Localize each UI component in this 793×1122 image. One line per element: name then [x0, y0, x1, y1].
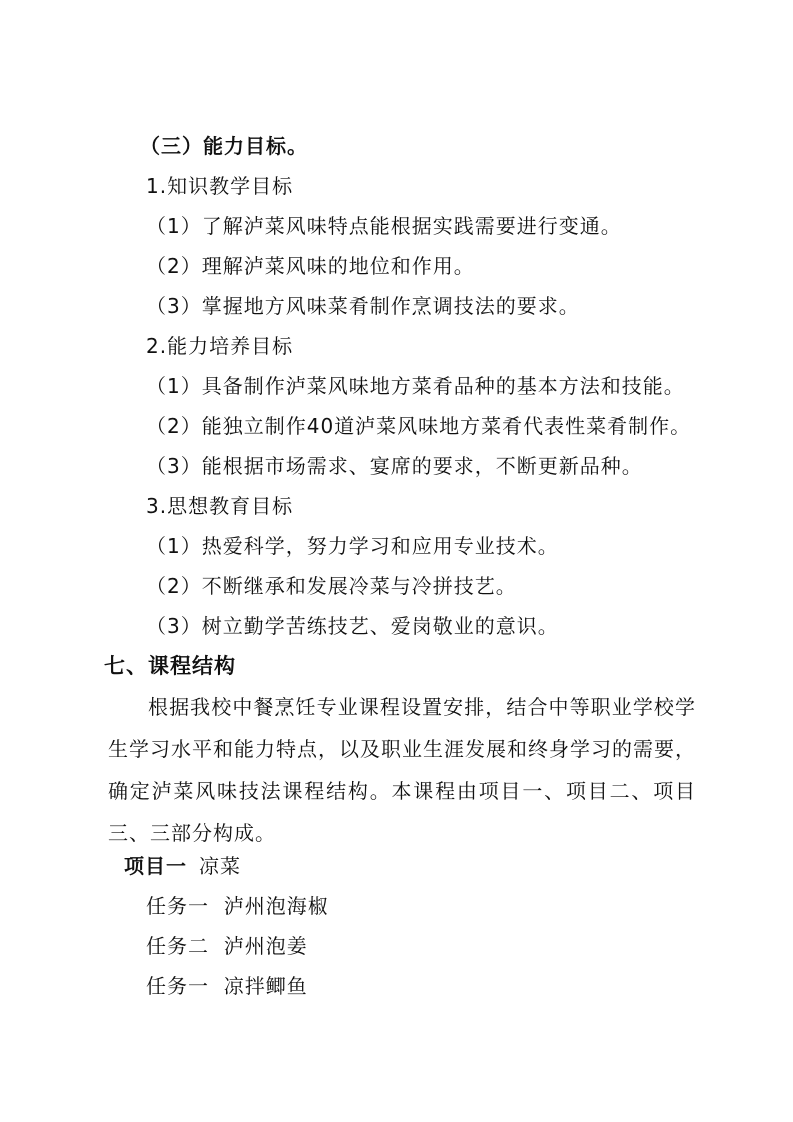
project-heading	[124, 852, 241, 880]
project-label: 项目一	[124, 854, 187, 878]
project-name: 凉菜	[199, 854, 241, 878]
list-item: （1）具备制作泸菜风味地方菜肴品种的基本方法和技能。	[146, 374, 685, 398]
list-item: （2）能独立制作40道泸菜风味地方菜肴代表性菜肴制作。	[146, 414, 692, 438]
section-heading-ability-goals: （三）能力目标。	[140, 134, 308, 158]
list-item: （2）理解泸菜风味的地位和作用。	[146, 254, 475, 278]
ability-goals-heading: 2.能力培养目标	[146, 334, 294, 358]
list-item: （3）能根据市场需求、宴席的要求，不断更新品种。	[146, 454, 643, 478]
list-item: （3）掌握地方风味菜肴制作烹调技法的要求。	[146, 294, 580, 318]
list-item: （1）了解泸菜风味特点能根据实践需要进行变通。	[146, 214, 622, 238]
ideology-goals-heading: 3.思想教育目标	[146, 494, 294, 518]
task-item: 任务二 泸州泡姜	[146, 934, 308, 958]
section-heading-course-structure: 七、课程结构	[104, 654, 236, 678]
knowledge-goals-heading: 1.知识教学目标	[146, 174, 294, 198]
list-item: （1）热爱科学，努力学习和应用专业技术。	[146, 534, 559, 558]
course-structure-paragraph: 根据我校中餐烹饪专业课程设置安排，结合中等职业学校学生学习水平和能力特点，以及职业生涯发展和终身学习的需要，确定泸菜风味技法课程结构。本课程由项目一、项目二、项目三、三部分构成。	[108, 695, 696, 845]
list-item: （2）不断继承和发展冷菜与冷拼技艺。	[146, 574, 517, 598]
task-item: 任务一 凉拌鲫鱼	[146, 974, 308, 998]
list-item: （3）树立勤学苦练技艺、爱岗敬业的意识。	[146, 614, 559, 638]
task-item: 任务一 泸州泡海椒	[146, 894, 329, 918]
